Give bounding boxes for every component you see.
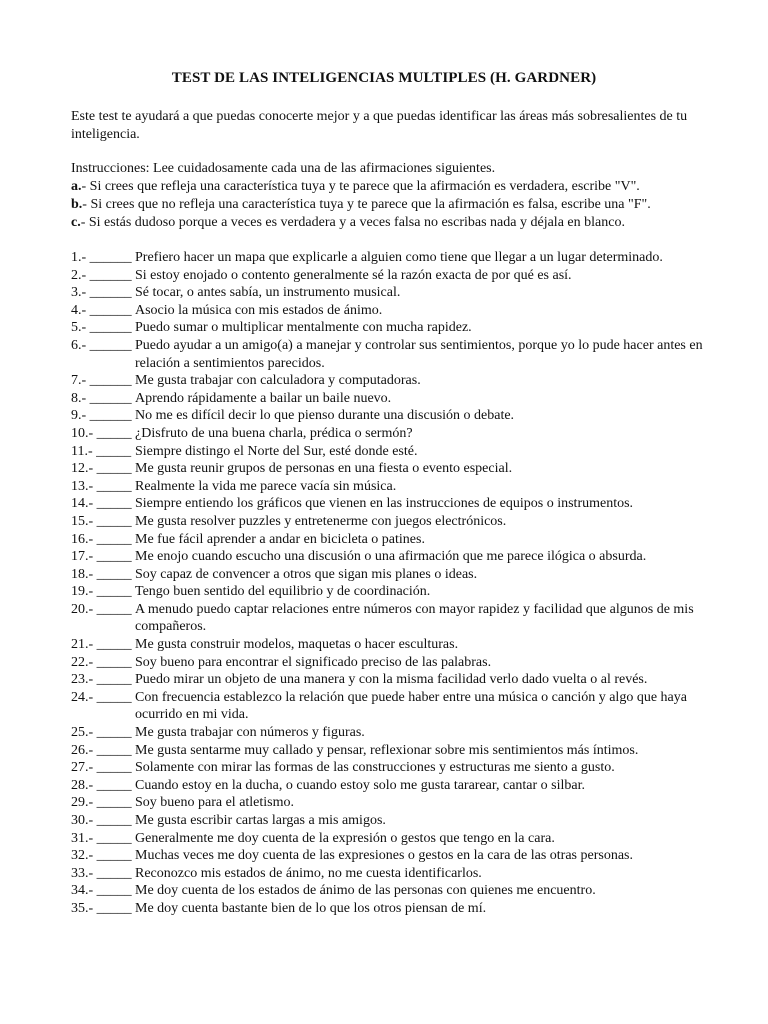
question-number-blank: 13.- _____ — [71, 478, 132, 494]
question-text: Sé tocar, o antes sabía, un instrumento musical. — [135, 285, 401, 301]
question-number-blank: 30.- _____ — [71, 813, 132, 828]
question-item — [71, 583, 711, 601]
question-item — [71, 337, 711, 372]
question-item — [71, 425, 711, 443]
question-number-blank: 34.- _____ — [71, 883, 132, 899]
question-text: Puedo ayudar a un amigo(a) a manejar y controlar sus sentimientos, porque yo lo pude hacer antes en relación a sentimientos parecidos. — [135, 337, 703, 371]
question-number-blank: 28.- _____ — [71, 777, 132, 793]
question-item — [71, 513, 711, 531]
question-number-blank: 10.- _____ — [71, 425, 132, 441]
question-text: Me gusta construir modelos, maquetas o hacer esculturas. — [135, 637, 459, 653]
question-number-blank: 26.- _____ — [71, 742, 132, 758]
question-number-blank: 6.- ______ — [71, 337, 132, 353]
question-item — [71, 847, 711, 865]
option-b-text: - Si crees que no refleja una característica tuya y te parece que la afirmación es falsa, escribe una "F". — [82, 197, 651, 212]
question-number-blank: 7.- ______ — [71, 373, 132, 389]
question-text: Reconozco mis estados de ánimo, no me cuesta identificarlos. — [135, 865, 482, 881]
question-number-blank: 21.- _____ — [71, 637, 132, 653]
question-text: ¿Disfruto de una buena charla, prédica o sermón? — [135, 425, 413, 441]
question-number-blank: 8.- ______ — [71, 390, 132, 406]
question-text: Muchas veces me doy cuenta de las expresiones o gestos en la cara de las otras personas. — [135, 848, 633, 864]
question-number-blank: 1.- ______ — [71, 250, 132, 265]
question-text: No me es difícil decir lo que pienso durante una discusión o debate. — [135, 408, 515, 424]
question-text: Me doy cuenta bastante bien de lo que los otros piensan de mí. — [135, 900, 487, 916]
question-number-blank: 29.- _____ — [71, 795, 132, 811]
question-item — [71, 882, 711, 900]
question-number-blank: 33.- _____ — [71, 865, 132, 881]
question-text: A menudo puedo captar relaciones entre números con mayor rapidez y facilidad que algunos de mis compañeros. — [135, 601, 694, 635]
question-text: Prefiero hacer un mapa que explicarle a alguien como tiene que llegar a un lugar determinado. — [135, 250, 663, 265]
question-text: Puedo mirar un objeto de una manera y con la misma facilidad verlo dado vuelta o al revés. — [135, 672, 648, 688]
instruction-option-a — [71, 178, 711, 196]
question-item — [71, 249, 711, 267]
question-number-blank: 12.- _____ — [71, 461, 132, 477]
question-number-blank: 9.- ______ — [71, 408, 132, 424]
question-list — [71, 249, 711, 918]
question-item — [71, 636, 711, 654]
instructions-block — [71, 160, 711, 232]
question-text: Me gusta trabajar con números y figuras. — [135, 725, 365, 741]
option-c-text: - Si estás dudoso porque a veces es verdadera y a veces falsa no escribas nada y déjala en blanco. — [80, 215, 625, 230]
question-item — [71, 671, 711, 689]
question-text: Soy capaz de convencer a otros que sigan mis planes o ideas. — [135, 566, 478, 582]
question-item — [71, 443, 711, 461]
question-text: Con frecuencia establezco la relación que puede haber entre una música o canción y algo que haya ocurrido en mi vida. — [135, 689, 687, 723]
question-item — [71, 390, 711, 408]
question-text: Me doy cuenta de los estados de ánimo de las personas con quienes me encuentro. — [135, 883, 596, 899]
option-c-label: c. — [71, 215, 81, 230]
question-item — [71, 302, 711, 320]
question-item — [71, 865, 711, 883]
question-number-blank: 15.- _____ — [71, 513, 132, 529]
question-number-blank: 23.- _____ — [71, 672, 132, 688]
question-text: Me gusta escribir cartas largas a mis amigos. — [135, 813, 386, 828]
question-text: Siempre distingo el Norte del Sur, esté donde esté. — [135, 443, 418, 459]
question-number-blank: 2.- ______ — [71, 267, 132, 283]
question-number-blank: 22.- _____ — [71, 654, 132, 670]
instruction-option-c — [71, 214, 711, 232]
question-text: Me gusta trabajar con calculadora y computadoras. — [135, 373, 421, 389]
question-text: Me gusta sentarme muy callado y pensar, reflexionar sobre mis sentimientos más íntimos. — [135, 742, 639, 758]
question-number-blank: 32.- _____ — [71, 848, 132, 864]
question-number-blank: 11.- _____ — [71, 443, 132, 459]
question-text: Realmente la vida me parece vacía sin música. — [135, 478, 397, 494]
question-item — [71, 319, 711, 337]
question-number-blank: 5.- ______ — [71, 320, 132, 336]
intro-paragraph: Este test te ayudará a que puedas conocerte mejor y a que puedas identificar las áreas más sobresalientes de tu inteligencia. — [71, 109, 688, 142]
question-item — [71, 601, 711, 636]
question-number-blank: 4.- ______ — [71, 302, 132, 318]
question-item — [71, 548, 711, 566]
question-item — [71, 830, 711, 848]
question-text: Me fue fácil aprender a andar en bicicleta o patines. — [135, 531, 425, 547]
question-number-blank: 16.- _____ — [71, 531, 132, 547]
question-item — [71, 372, 711, 390]
question-text: Si estoy enojado o contento generalmente sé la razón exacta de por qué es así. — [135, 267, 572, 283]
question-item — [71, 689, 711, 724]
instructions-heading: Instrucciones: Lee cuidadosamente cada una de las afirmaciones siguientes. — [71, 161, 496, 176]
question-item — [71, 460, 711, 478]
question-item — [71, 495, 711, 513]
option-a-label: a. — [71, 179, 82, 194]
question-item — [71, 794, 711, 812]
question-text: Aprendo rápidamente a bailar un baile nuevo. — [135, 390, 392, 406]
question-number-blank: 17.- _____ — [71, 549, 132, 565]
question-text: Soy bueno para encontrar el significado preciso de las palabras. — [135, 654, 492, 670]
question-item — [71, 407, 711, 425]
question-item — [71, 759, 711, 777]
question-text: Soy bueno para el atletismo. — [135, 795, 295, 811]
question-number-blank: 24.- _____ — [71, 689, 132, 705]
question-item — [71, 566, 711, 584]
question-number-blank: 3.- ______ — [71, 285, 132, 301]
question-number-blank: 25.- _____ — [71, 725, 132, 741]
question-text: Siempre entiendo los gráficos que vienen en las instrucciones de equipos o instrumentos. — [135, 496, 634, 512]
question-number-blank: 14.- _____ — [71, 496, 132, 512]
question-item — [71, 900, 711, 918]
question-item — [71, 777, 711, 795]
question-number-blank: 31.- _____ — [71, 830, 132, 846]
question-item — [71, 724, 711, 742]
question-item — [71, 742, 711, 760]
question-text: Tengo buen sentido del equilibrio y de coordinación. — [135, 584, 431, 600]
question-number-blank: 20.- _____ — [71, 601, 132, 617]
question-number-blank: 18.- _____ — [71, 566, 132, 582]
question-item — [71, 531, 711, 549]
question-text: Puedo sumar o multiplicar mentalmente con mucha rapidez. — [135, 320, 472, 336]
question-item — [71, 267, 711, 285]
question-item — [71, 812, 711, 830]
option-a-text: - Si crees que refleja una característica tuya y te parece que la afirmación es verdadera, escribe "V". — [81, 179, 640, 194]
question-number-blank: 19.- _____ — [71, 584, 132, 600]
document-title: TEST DE LAS INTELIGENCIAS MULTIPLES (H. GARDNER) — [171, 70, 597, 86]
question-text: Solamente con mirar las formas de las construcciones y estructuras me siento a gusto. — [135, 760, 615, 776]
question-number-blank: 35.- _____ — [71, 900, 132, 916]
question-text: Generalmente me doy cuenta de la expresión o gestos que tengo en la cara. — [135, 830, 555, 846]
question-text: Me gusta resolver puzzles y entretenerme con juegos electrónicos. — [135, 513, 507, 529]
question-text: Me enojo cuando escucho una discusión o una afirmación que me parece ilógica o absurda. — [135, 549, 647, 565]
question-item — [71, 654, 711, 672]
question-number-blank: 27.- _____ — [71, 760, 132, 776]
instruction-option-b — [71, 196, 711, 214]
question-text: Asocio la música con mis estados de ánimo. — [135, 302, 383, 318]
question-text: Cuando estoy en la ducha, o cuando estoy solo me gusta tararear, cantar o silbar. — [135, 777, 586, 793]
question-item — [71, 478, 711, 496]
question-item — [71, 284, 711, 302]
option-b-label: b. — [71, 197, 83, 212]
question-text: Me gusta reunir grupos de personas en una fiesta o evento especial. — [135, 461, 513, 477]
